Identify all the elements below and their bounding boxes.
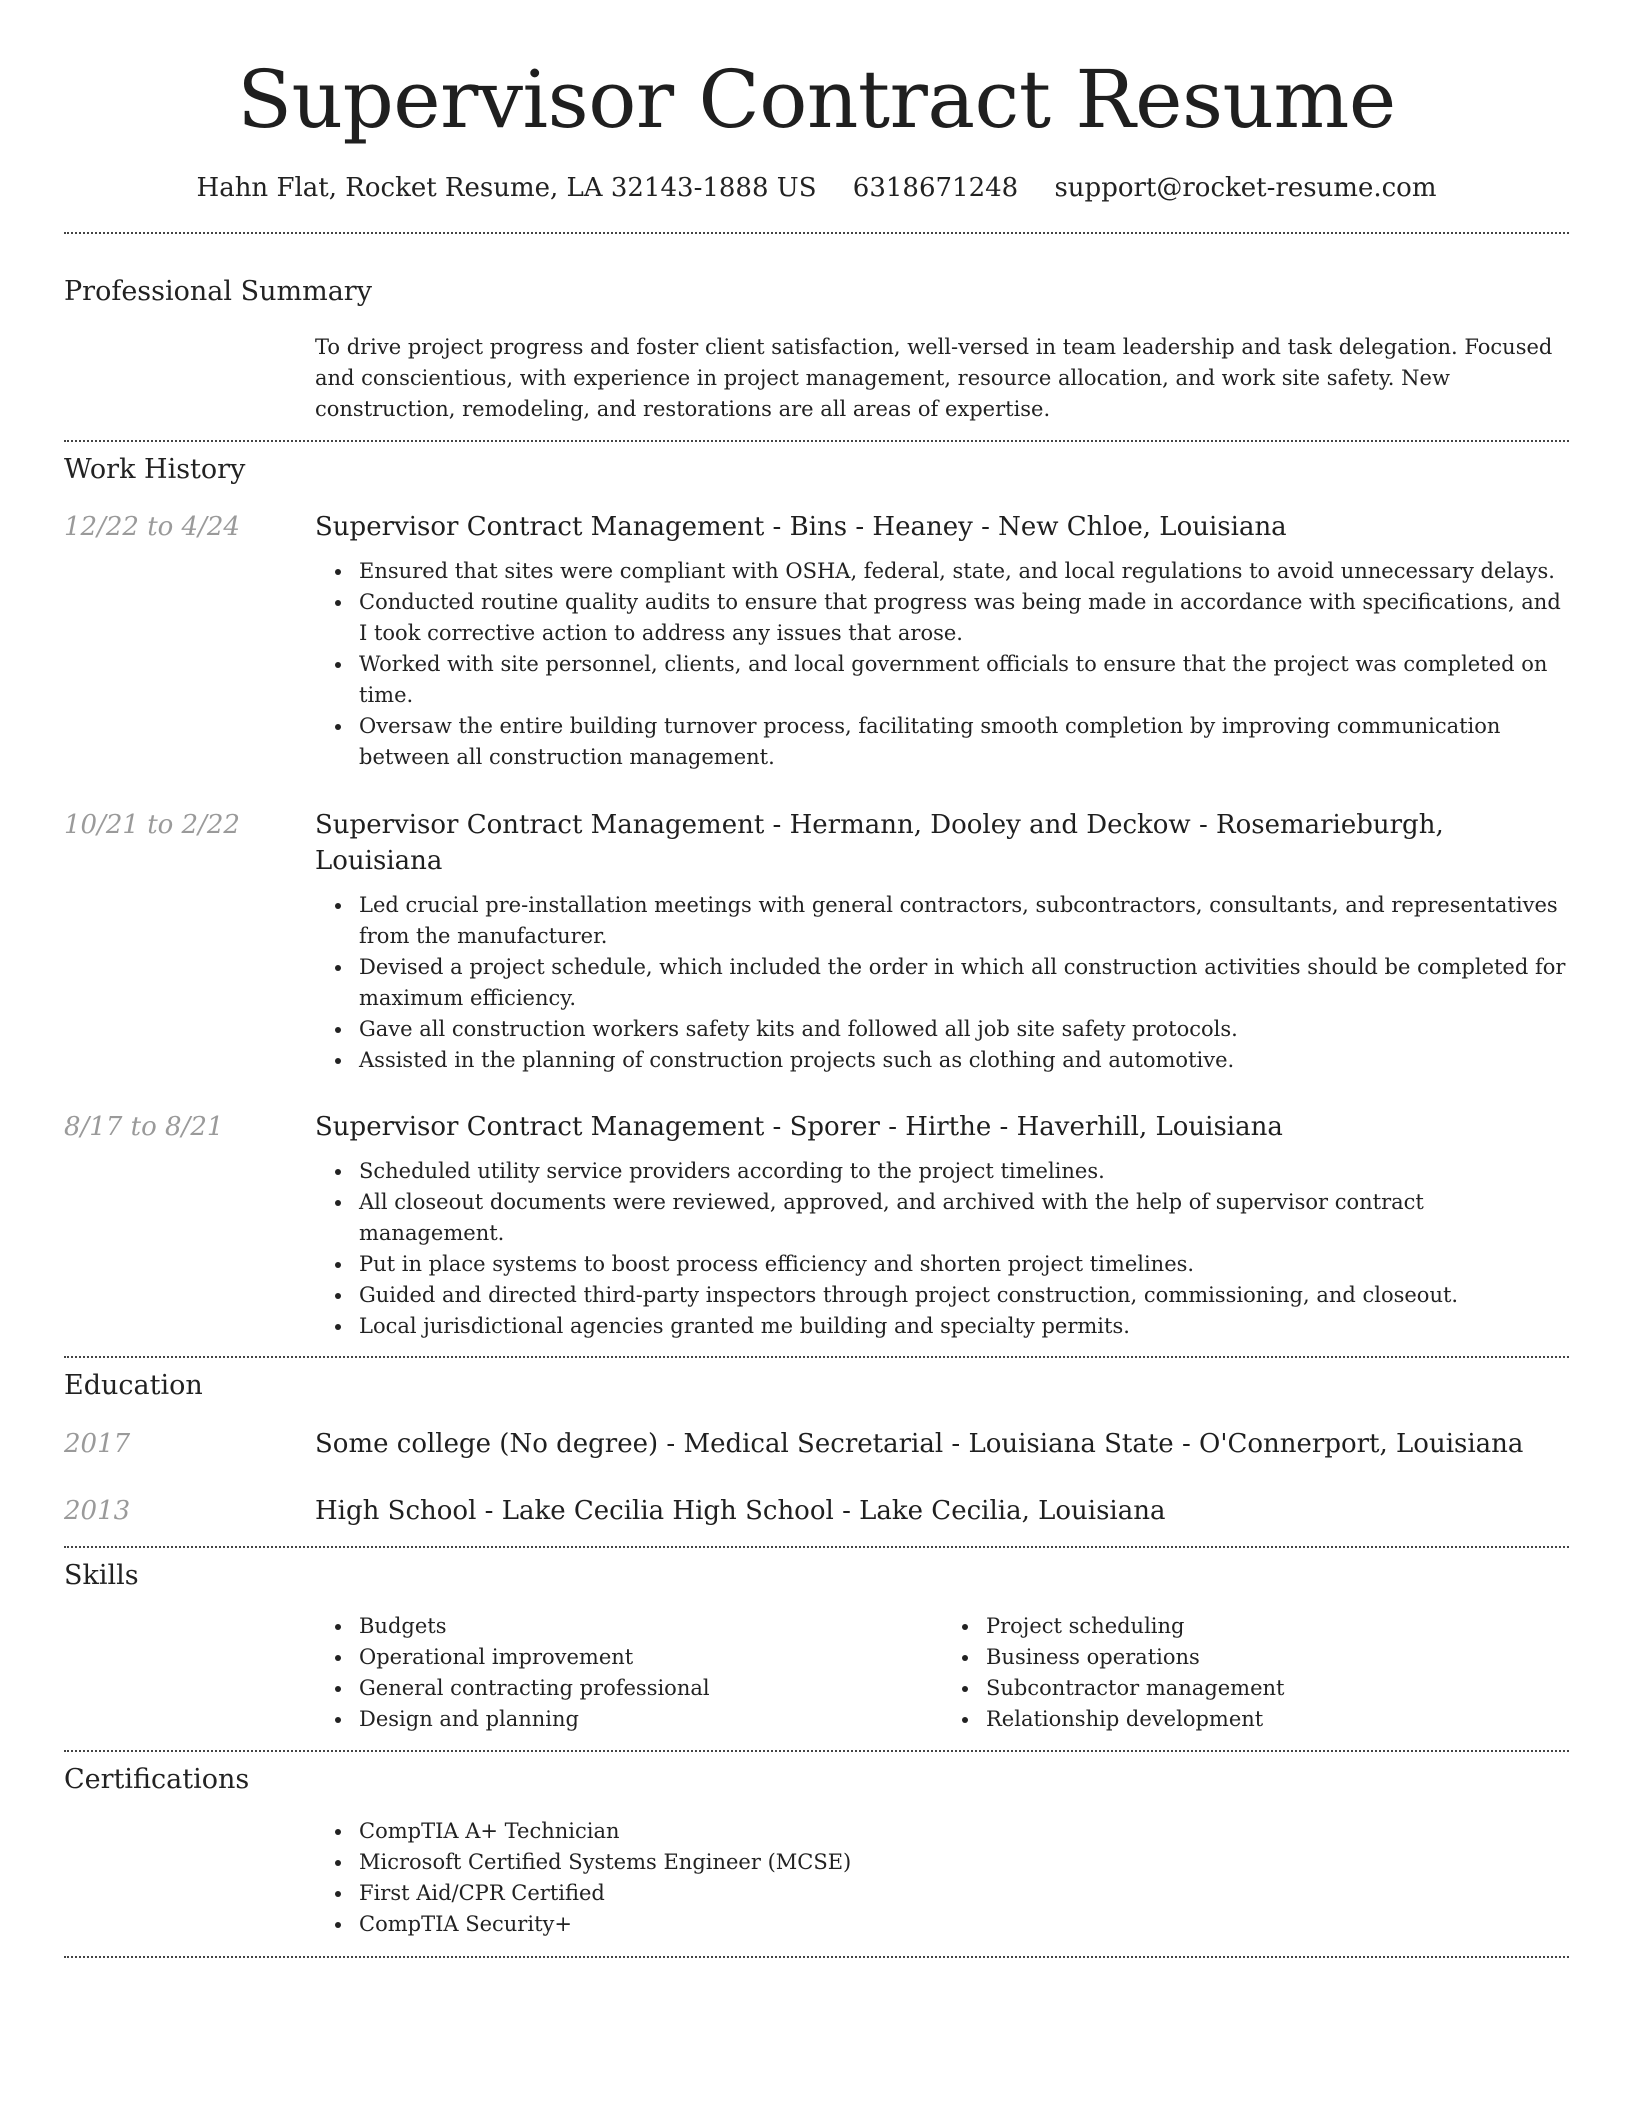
- skills-column-right: [986, 1611, 1569, 1735]
- contact-phone: 6318671248: [852, 173, 1019, 203]
- job-entry: [64, 1109, 1569, 1342]
- certifications-list: [359, 1816, 1569, 1940]
- skill-item: Design and planning: [359, 1704, 942, 1735]
- job-bullets: [359, 890, 1569, 1076]
- skills-heading: Skills: [64, 1560, 139, 1591]
- resume-title: Supervisor Contract Resume: [237, 53, 1396, 146]
- skill-item: Operational improvement: [359, 1642, 942, 1673]
- skill-item: Subcontractor management: [986, 1673, 1569, 1704]
- job-dates: 8/17 to 8/21: [64, 1112, 224, 1142]
- divider: [64, 440, 1569, 442]
- divider: [64, 1750, 1569, 1752]
- skill-item: Relationship development: [986, 1704, 1569, 1735]
- list-item: Devised a project schedule, which included the order in which all construction activities should be completed for maximum efficiency.: [359, 952, 1569, 1014]
- divider: [64, 232, 1569, 234]
- job-dates: 12/22 to 4/24: [64, 512, 240, 542]
- divider: [64, 1356, 1569, 1358]
- list-item: Local jurisdictional agencies granted me building and specialty permits.: [359, 1311, 1569, 1342]
- list-item: Gave all construction workers safety kits and followed all job site safety protocols.: [359, 1014, 1569, 1045]
- certification-item: First Aid/CPR Certified: [359, 1878, 1569, 1909]
- job-entry: [64, 807, 1569, 1076]
- education-heading: Education: [64, 1370, 203, 1401]
- skill-item: Business operations: [986, 1642, 1569, 1673]
- certification-item: CompTIA Security+: [359, 1909, 1569, 1940]
- education-entry: [64, 1426, 1569, 1462]
- resume-page: [64, 0, 1569, 1958]
- education-text: Some college (No degree) - Medical Secretarial - Louisiana State - O'Connerport, Louisiana: [315, 1429, 1524, 1459]
- job-entry: [64, 509, 1569, 773]
- certification-item: Microsoft Certified Systems Engineer (MCSE): [359, 1847, 1569, 1878]
- list-item: Scheduled utility service providers according to the project timelines.: [359, 1156, 1569, 1187]
- list-item: Ensured that sites were compliant with OSHA, federal, state, and local regulations to avoid unnecessary delays.: [359, 556, 1569, 587]
- list-item: Oversaw the entire building turnover process, facilitating smooth completion by improving communication between all construction management.: [359, 711, 1569, 773]
- education-text: High School - Lake Cecilia High School - Lake Cecilia, Louisiana: [315, 1496, 1166, 1526]
- divider: [64, 1956, 1569, 1958]
- education-year: 2013: [64, 1496, 131, 1526]
- contact-email: support@rocket-resume.com: [1054, 173, 1437, 203]
- job-title: Supervisor Contract Management - Bins - Heaney - New Chloe, Louisiana: [315, 512, 1287, 542]
- skill-item: Project scheduling: [986, 1611, 1569, 1642]
- summary-heading: Professional Summary: [64, 276, 372, 307]
- skill-item: General contracting professional: [359, 1673, 942, 1704]
- list-item: Guided and directed third-party inspectors through project construction, commissioning, and closeout.: [359, 1280, 1569, 1311]
- summary-text: To drive project progress and foster client satisfaction, well-versed in team leadership and task delegation. Focused and conscientious, with experience in project management, resource allocation, and work site safety. New construction, remodeling, and restorations are all areas of expertise.: [315, 335, 1553, 421]
- list-item: Worked with site personnel, clients, and local government officials to ensure that the project was completed on time.: [359, 649, 1569, 711]
- job-bullets: [359, 556, 1569, 773]
- work-history-heading: Work History: [64, 454, 246, 485]
- list-item: Assisted in the planning of construction projects such as clothing and automotive.: [359, 1045, 1569, 1076]
- contact-address: Hahn Flat, Rocket Resume, LA 32143-1888 US: [196, 173, 817, 203]
- divider: [64, 1546, 1569, 1548]
- job-title: Supervisor Contract Management - Sporer - Hirthe - Haverhill, Louisiana: [315, 1112, 1283, 1142]
- skills-column-left: [359, 1611, 942, 1735]
- certifications-heading: Certifications: [64, 1764, 250, 1795]
- job-title: Supervisor Contract Management - Hermann, Dooley and Deckow - Rosemarieburgh, Louisiana: [315, 810, 1444, 876]
- list-item: Put in place systems to boost process efficiency and shorten project timelines.: [359, 1249, 1569, 1280]
- list-item: Conducted routine quality audits to ensure that progress was being made in accordance with specifications, and I took corrective action to address any issues that arose.: [359, 587, 1569, 649]
- education-year: 2017: [64, 1429, 131, 1459]
- certification-item: CompTIA A+ Technician: [359, 1816, 1569, 1847]
- job-dates: 10/21 to 2/22: [64, 810, 240, 840]
- job-bullets: [359, 1156, 1569, 1342]
- skills-list: [315, 1611, 1569, 1735]
- education-entry: [64, 1493, 1569, 1529]
- skill-item: Budgets: [359, 1611, 942, 1642]
- list-item: All closeout documents were reviewed, approved, and archived with the help of supervisor contract management.: [359, 1187, 1569, 1249]
- list-item: Led crucial pre-installation meetings with general contractors, subcontractors, consultants, and representatives from the manufacturer.: [359, 890, 1569, 952]
- contact-line: [64, 170, 1569, 206]
